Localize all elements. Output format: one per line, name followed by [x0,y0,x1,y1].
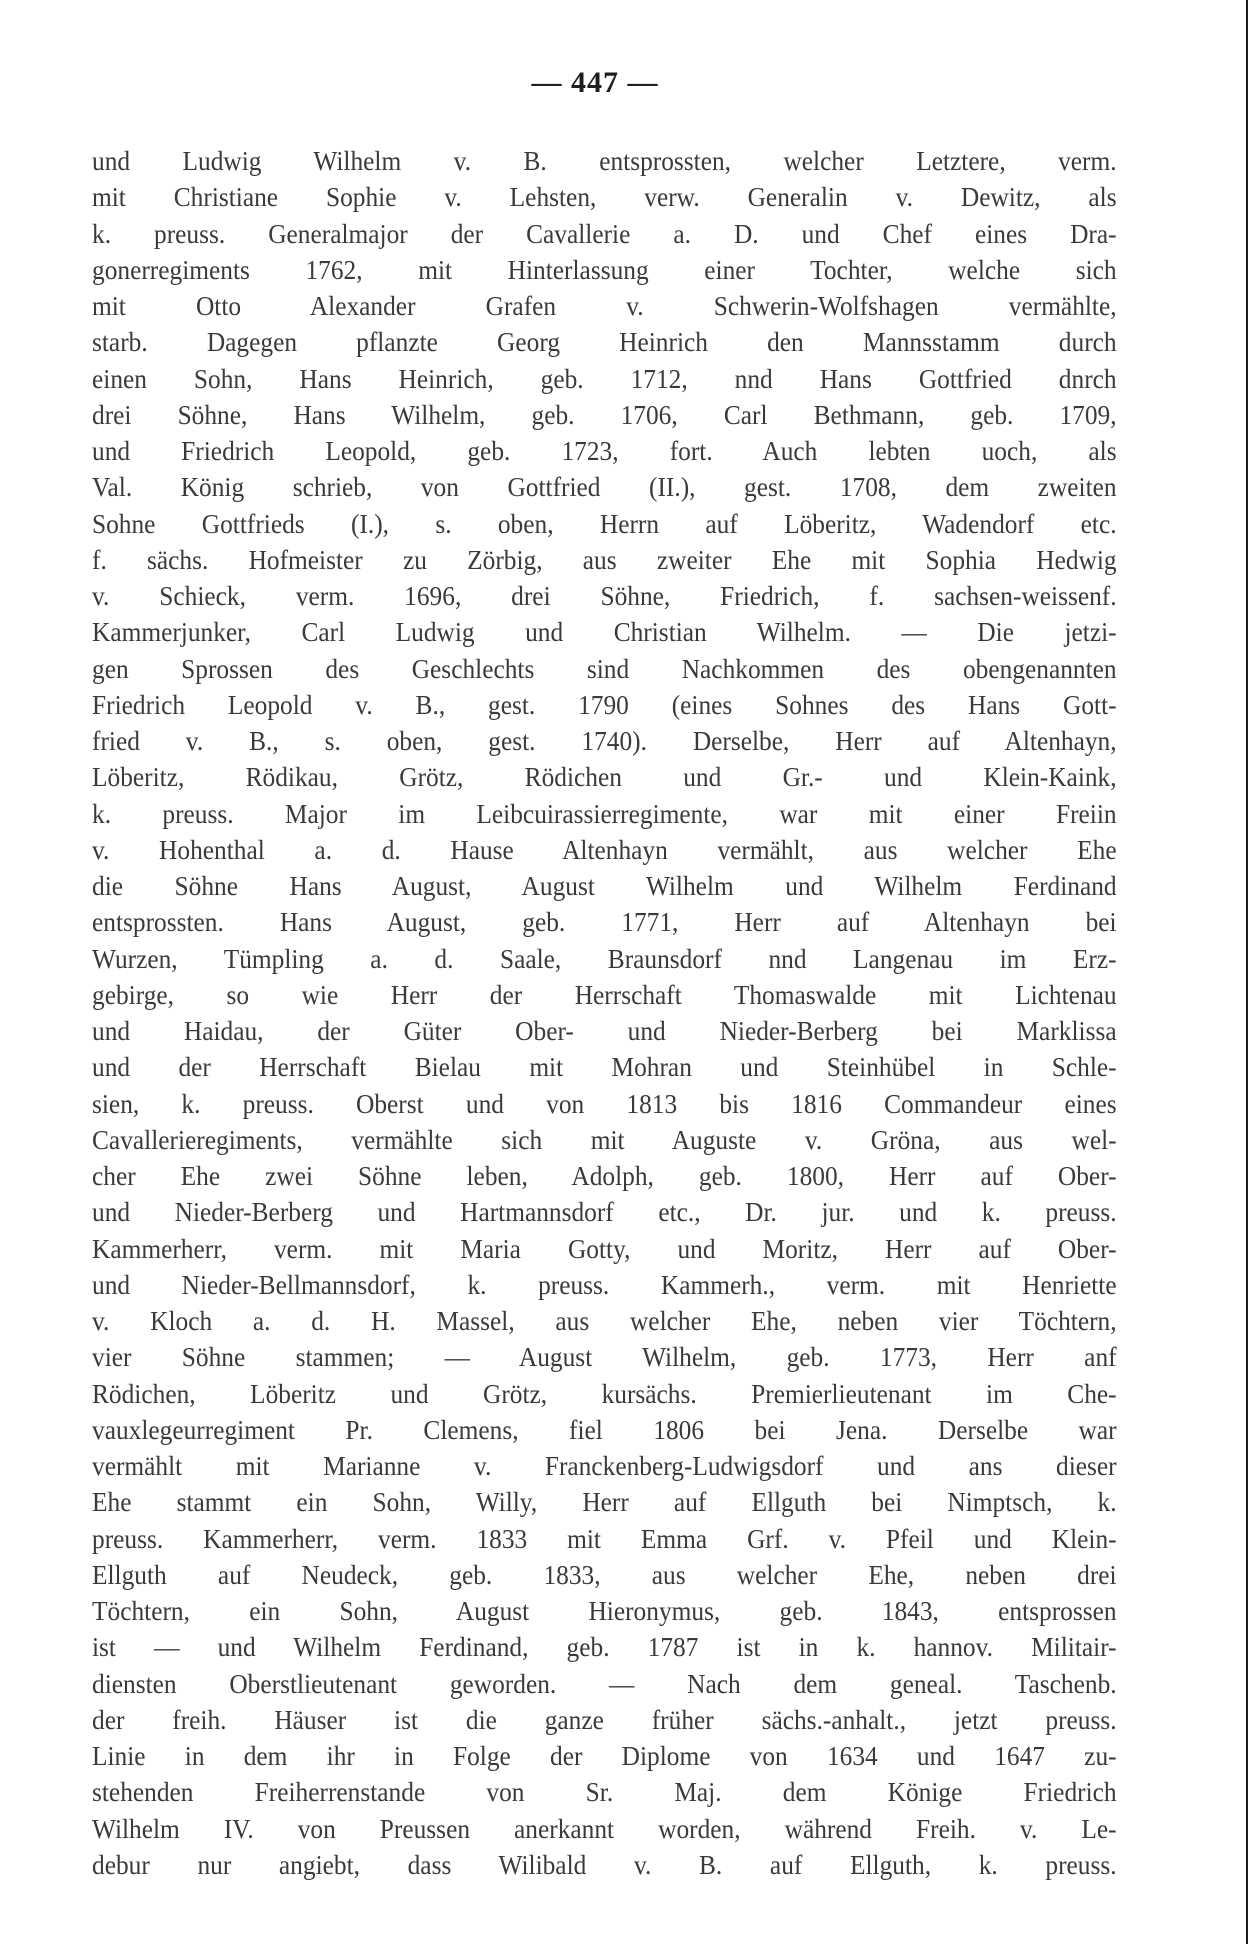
text-line: Löberitz, Rödikau, Grötz, Rödichen und Gr.- und Klein-Kaink, [92,762,1117,793]
text-line: Sohne Gottfrieds (I.), s. oben, Herrn auf Löberitz, Wadendorf etc. [92,508,1117,539]
text-line: und Nieder-Bellmannsdorf, k. preuss. Kammerh., verm. mit Henriette [92,1269,1117,1300]
text-line: einen Sohn, Hans Heinrich, geb. 1712, nnd Hans Gottfried dnrch [92,363,1117,394]
text-line: die Söhne Hans August, August Wilhelm und Wilhelm Ferdinand [92,871,1117,901]
text-line: cher Ehe zwei Söhne leben, Adolph, geb. 1800, Herr auf Ober- [92,1161,1117,1191]
text-line: mit Otto Alexander Grafen v. Schwerin-Wolfshagen vermählte, [92,291,1117,321]
text-line: debur nur angiebt, dass Wilibald v. B. auf Ellguth, k. preuss. [92,1849,1117,1880]
text-line: f. sächs. Hofmeister zu Zörbig, aus zweiter Ehe mit Sophia Hedwig [92,544,1117,575]
text-line: v. Schieck, verm. 1696, drei Söhne, Friedrich, f. sachsen-weissenf. [92,581,1117,611]
text-line: der freih. Häuser ist die ganze früher sächs.-anhalt., jetzt preuss. [92,1704,1117,1735]
text-line: k. preuss. Major im Leibcuirassierregimente, war mit einer Freiin [92,798,1117,829]
text-line: mit Christiane Sophie v. Lehsten, verw. Generalin v. Dewitz, als [92,182,1117,213]
text-line: v. Hohenthal a. d. Hause Altenhayn vermählt, aus welcher Ehe [92,834,1117,865]
text-line: vier Söhne stammen; — August Wilhelm, geb. 1773, Herr anf [92,1342,1117,1373]
text-line: und der Herrschaft Bielau mit Mohran und Steinhübel in Schle- [92,1052,1117,1083]
text-line: sien, k. preuss. Oberst und von 1813 bis 1816 Commandeur eines [92,1088,1117,1119]
text-line: preuss. Kammerherr, verm. 1833 mit Emma Grf. v. Pfeil und Klein- [92,1523,1117,1554]
text-line: und Ludwig Wilhelm v. B. entsprossten, welcher Letztere, verm. [92,146,1117,176]
text-line: v. Kloch a. d. H. Massel, aus welcher Ehe, neben vier Töchtern, [92,1306,1117,1336]
text-line: Cavallerieregiments, vermählte sich mit Auguste v. Gröna, aus wel- [92,1124,1117,1155]
text-line: Kammerherr, verm. mit Maria Gotty, und Moritz, Herr auf Ober- [92,1233,1117,1264]
text-line: Linie in dem ihr in Folge der Diplome von 1634 und 1647 zu- [92,1741,1117,1771]
text-line: Kammerjunker, Carl Ludwig und Christian Wilhelm. — Die jetzi- [92,617,1117,648]
text-line: stehenden Freiherrenstande von Sr. Maj. dem Könige Friedrich [92,1777,1117,1808]
text-line: diensten Oberstlieutenant geworden. — Nach dem geneal. Taschenb. [92,1668,1117,1699]
text-line: Val. König schrieb, von Gottfried (II.), gest. 1708, dem zweiten [92,472,1117,503]
text-line: drei Söhne, Hans Wilhelm, geb. 1706, Carl Bethmann, geb. 1709, [92,399,1117,430]
body-text [92,143,1118,1883]
text-line: Friedrich Leopold v. B., gest. 1790 (eines Sohnes des Hans Gott- [92,689,1117,720]
text-line: entsprossten. Hans August, geb. 1771, Herr auf Altenhayn bei [92,907,1117,938]
text-line: und Haidau, der Güter Ober- und Nieder-Berberg bei Marklissa [92,1016,1117,1046]
page-number: — 447 — [531,66,659,99]
text-line: Ellguth auf Neudeck, geb. 1833, aus welcher Ehe, neben drei [92,1559,1117,1590]
text-line: gebirge, so wie Herr der Herrschaft Thomaswalde mit Lichtenau [92,979,1117,1010]
text-line: Ehe stammt ein Sohn, Willy, Herr auf Ellguth bei Nimptsch, k. [92,1487,1117,1518]
text-line: vauxlegeurregiment Pr. Clemens, fiel 1806 bei Jena. Derselbe war [92,1414,1117,1445]
text-line: starb. Dagegen pflanzte Georg Heinrich den Mannsstamm durch [92,327,1117,358]
text-line: und Friedrich Leopold, geb. 1723, fort. Auch lebten uoch, als [92,436,1117,466]
text-line: und Nieder-Berberg und Hartmannsdorf etc., Dr. jur. und k. preuss. [92,1197,1117,1228]
text-line: Rödichen, Löberitz und Grötz, kursächs. Premierlieutenant im Che- [92,1378,1117,1409]
text-line: Wilhelm IV. von Preussen anerkannt worden, während Freih. v. Le- [92,1813,1117,1844]
text-line: ist — und Wilhelm Ferdinand, geb. 1787 ist in k. hannov. Militair- [92,1632,1117,1663]
text-line: vermählt mit Marianne v. Franckenberg-Ludwigsdorf und ans dieser [92,1451,1117,1481]
text-line: Töchtern, ein Sohn, August Hieronymus, geb. 1843, entsprossen [92,1596,1117,1626]
text-line: k. preuss. Generalmajor der Cavallerie a. D. und Chef eines Dra- [92,218,1117,249]
text-line: gen Sprossen des Geschlechts sind Nachkommen des obengenannten [92,653,1117,684]
text-line: fried v. B., s. oben, gest. 1740). Derselbe, Herr auf Altenhayn, [92,726,1117,756]
text-line: Wurzen, Tümpling a. d. Saale, Braunsdorf nnd Langenau im Erz- [92,943,1117,974]
text-line: gonerregiments 1762, mit Hinterlassung einer Tochter, welche sich [92,254,1117,285]
